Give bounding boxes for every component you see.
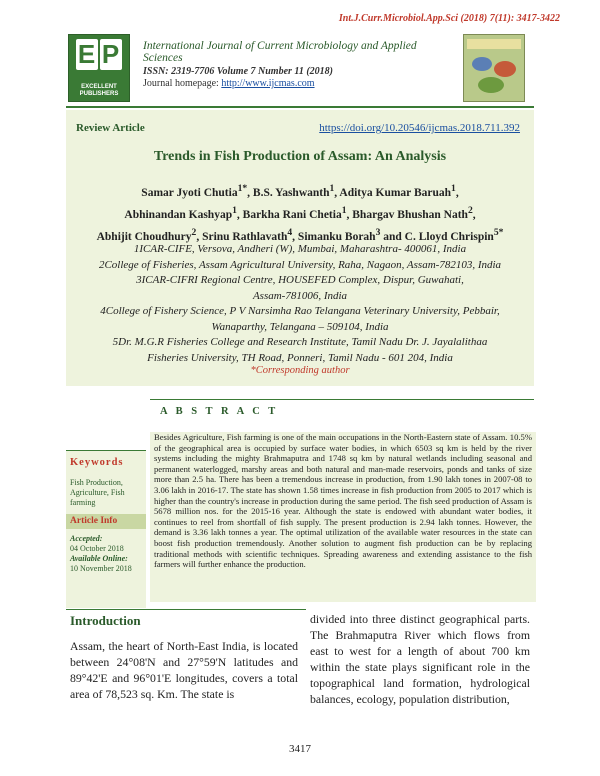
keywords-heading: Keywords — [70, 457, 124, 468]
article-info-heading: Article Info — [70, 516, 118, 526]
affiliation-line: 5Dr. M.G.R Fisheries College and Research Institute, Tamil Nadu Dr. J. Jayalalithaa — [112, 336, 488, 348]
sidebar-box — [66, 450, 146, 608]
journal-homepage — [143, 78, 453, 89]
affiliation-line: 2College of Fisheries, Assam Agricultural University, Raha, Nagaon, Assam-782103, India — [98, 258, 502, 271]
author-list — [76, 180, 524, 245]
affiliation-line: 3ICAR-CIFRI Regional Centre, HOUSEFED Complex, Dispur, Guwahati, — [136, 274, 464, 286]
affiliation-line: 1ICAR-CIFE, Versova, Andheri (W), Mumbai, Maharashtra- 400061, India — [133, 243, 467, 255]
page-number: 3417 — [289, 743, 311, 755]
homepage-link[interactable]: http://www.ijcmas.com — [221, 78, 315, 89]
article-type: Review Article — [76, 122, 145, 134]
intro-right-column: divided into three distinct geographical parts. The Brahmaputra River which flows from east to west for a length of about 700 km within the state plays significant role in the topographical land formation, hydrological balances, ecology, population distribution, — [310, 612, 530, 706]
intro-heading: Introduction — [70, 613, 141, 628]
online-date: 10 November 2018 — [70, 564, 132, 573]
publisher-logo — [68, 34, 130, 102]
abstract-text: Besides Agriculture, Fish farming is one of the main occupations in the North-Eastern state of Assam. 10.5% of the geographical area is occupied by surface water bodies, in which 6503 sq km is held by the river systems including the mighty Brahmaputra and 1748 sq km by natural wetlands including seasonal and permanent waterlogged, marshy areas and both natural and man-made reservoirs, ponds and tanks of size more than 2.5 ha. There has been a tremendous increase in production, from 1.90 lakh tones in 2007-08 to 3.06 lakh in 2016-17. The state has shown 1.58 times increase in fish production from 2005 to 2017 which is higher than the country's increase in production during the same period. The fish seed production of Assam is 5678 million nos. for the 2015-16 year. Although the state is endowed with abundant water bodies, it continues to reel from shortfall of fish supply. The present production is 2.94 lakh tonnes. However, the demand is 3.36 lakh tonnes a year. The optimal utilization of the available water resources in the state can boost fish production tremendously. Another solution to augment fish production can be by replacing traditional methods with scientific techniques. Spreading awareness and extending assistance to the fish farmers will further enhance the production. — [150, 432, 536, 602]
online-label: Available Online: — [70, 554, 128, 563]
abstract-heading: A B S T R A C T — [160, 406, 279, 417]
affiliation-line: Wanaparthy, Telangana – 509104, India — [211, 320, 389, 333]
homepage-label: Journal homepage: — [143, 78, 222, 89]
journal-cover-image — [463, 34, 525, 102]
sidebar-rule — [66, 450, 146, 451]
author-line: Abhinandan Kashyap$^1$, Barkha Rani Chetia$^1$, Bhargav Bhushan Nath$^2$, — [124, 204, 476, 221]
accepted-date: 04 October 2018 — [70, 544, 124, 553]
intro-rule — [66, 609, 306, 610]
header-rule — [66, 106, 534, 108]
author-line: Abhijit Choudhury$^2$, Srinu Rathlavath$^4$, Simanku Borah$^3$ and C. Lloyd Chrispin$^{5*}$ — [96, 226, 504, 243]
journal-header — [143, 40, 453, 89]
doi-link[interactable]: https://doi.org/10.20546/ijcmas.2018.711.392 — [319, 122, 520, 134]
affiliation-line: Assam-781006, India — [252, 289, 348, 302]
article-title: Trends in Fish Production of Assam: An Analysis — [153, 149, 447, 164]
corresponding-author-note: *Corresponding author — [250, 365, 350, 376]
affiliations — [76, 242, 524, 366]
logo-letter-e: E — [77, 39, 97, 69]
affiliation-line: 4College of Fishery Science, P V Narsimha Rao Telangana Veterinary University, Pebbair, — [100, 305, 500, 317]
affiliation-line: Fisheries University, TH Road, Ponneri, Tamil Nadu - 601 204, India — [147, 351, 453, 364]
logo-publisher: EXCELLENT PUBLISHERS — [79, 84, 119, 97]
journal-name: International Journal of Current Microbiology and Applied Sciences — [143, 40, 417, 64]
intro-left-column: Assam, the heart of North-East India, is located between 24°08'N and 27°59'N latitudes and 89°42'E and 96°01'E longitudes, covers a total area of 78,523 sq. Km. The state is — [70, 639, 298, 701]
abstract-rule — [150, 399, 534, 400]
article-dates — [70, 534, 146, 574]
accepted-label: Accepted: — [70, 534, 103, 543]
author-line: Samar Jyoti Chutia$^{1*}$, B.S. Yashwanth$^1$, Aditya Kumar Baruah$^1$, — [141, 183, 459, 199]
running-head: Int.J.Curr.Microbiol.App.Sci (2018) 7(11): 3417-3422 — [338, 13, 560, 24]
journal-issn: ISSN: 2319-7706 Volume 7 Number 11 (2018) — [143, 66, 334, 77]
logo-letter-p: P — [101, 39, 121, 69]
keywords-list: Fish Production, Agriculture, Fish farming — [70, 478, 125, 507]
